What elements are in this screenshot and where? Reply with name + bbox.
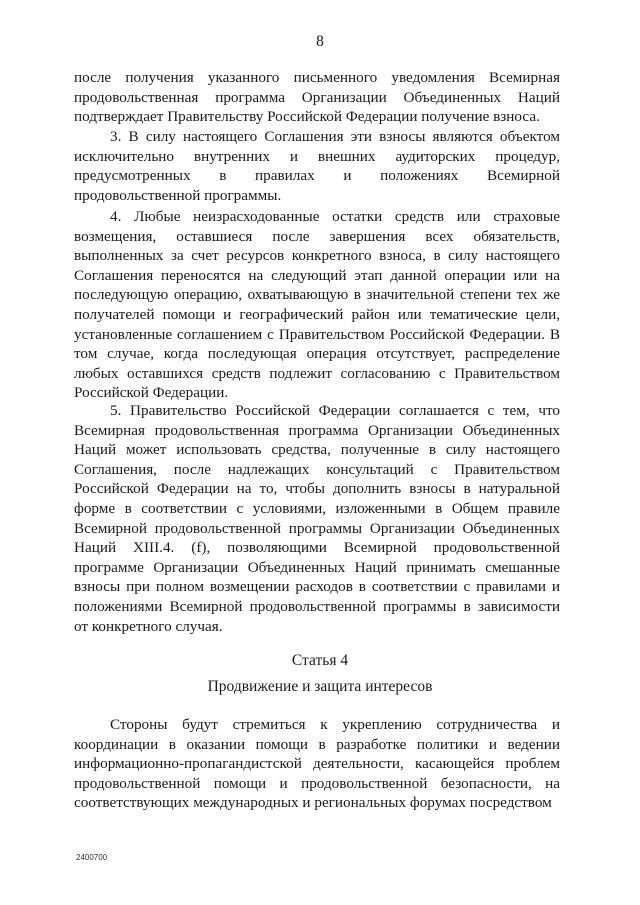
paragraph-continuation: после получения указанного письменного уведомления Всемирная продовольственная программа Организации Объединенных Наций подтверждает Правительству Российской Федерации получение взноса. [74, 69, 560, 126]
article-title: Продвижение и защита интересов [207, 678, 433, 695]
article-4-paragraph: Стороны будут стремиться к укреплению сотрудничества и координации в оказании помощи в разработке политики и ведении информационно-пропагандистской деятельности, касающейся проблем продовольственной помощи и продовольственной безопасности, на соответствующих международных и региональных форумах посредством [74, 716, 560, 812]
article-number: Статья 4 [291, 652, 349, 669]
paragraph-item-5: 5. Правительство Российской Федерации соглашается с тем, что Всемирная продовольственная программа Организации Объединенных Наций может использовать средства, полученные в силу настоящего Соглашения, после надлежащих консультаций с Правительством Российской Федерации на то, чтобы дополнить взносы в натуральной форме в соответствии с условиями, изложенными в Общем правиле Всемирной продовольственной программы Организации Объединенных Наций XIII.4. (f), позволяющими Всемирной продовольственной программе Организации Объединенных Наций принимать смешанные взносы при полном возмещении расходов в соответствии с правилами и положениями Всемирной продовольственной программы в зависимости от конкретного случая. [74, 402, 560, 635]
page-number: 8 [316, 33, 324, 50]
paragraph-item-4: 4. Любые неизрасходованные остатки средств или страховые возмещения, оставшиеся после завершения всех обязательств, выполненных за счет ресурсов конкретного взноса, в силу настоящего Соглашения переносятся на следующий этап данной операции или на последующую операцию, охватывающую в значительной степени тех же получателей помощи и географический район или тематические цели, установленные соглашением с Правительством Российской Федерации. В том случае, когда последующая операция отсутствует, распределение любых оставшихся средств подлежит согласованию с Правительством Российской Федерации. [74, 208, 560, 402]
paragraph-item-3: 3. В силу настоящего Соглашения эти взносы являются объектом исключительно внутренних и внешних аудиторских процедур, предусмотренных в правилах и положениях Всемирной продовольственной программы. [74, 128, 560, 204]
document-code: 2400700 [76, 853, 108, 862]
